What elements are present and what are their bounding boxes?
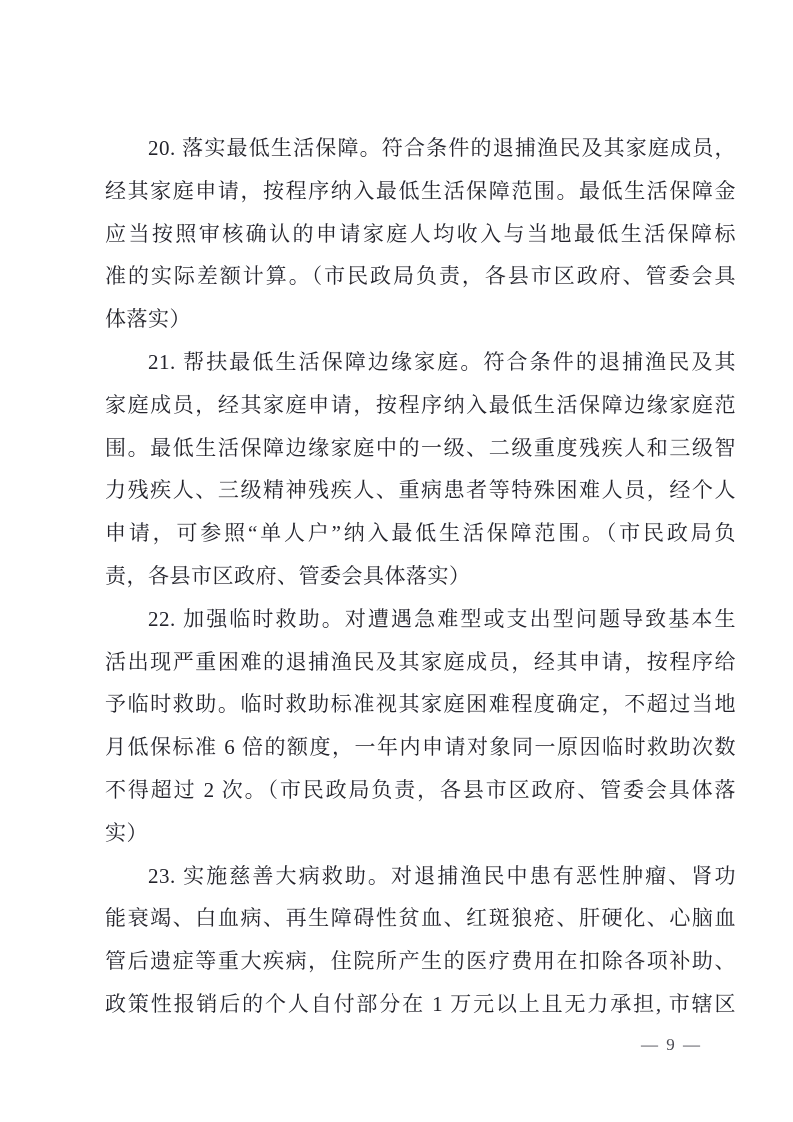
text-line: 体落实）: [105, 307, 191, 332]
text-line: 20. 落实最低生活保障。符合条件的退捕渔民及其家庭成员，: [148, 136, 736, 160]
text-line: 月低保标准 6 倍的额度，一年内申请对象同一原因临时救助次数: [105, 735, 736, 760]
document-body: [105, 127, 736, 1026]
text-line: 围。最低生活保障边缘家庭中的一级、二级重度残疾人和三级智: [105, 435, 736, 460]
policy-item-23: [105, 855, 736, 1026]
text-line: 家庭成员，经其家庭申请，按程序纳入最低生活保障边缘家庭范: [105, 392, 736, 417]
text-line: 实）: [105, 820, 148, 845]
text-line: 申请，可参照“单人户”纳入最低生活保障范围。（市民政局负: [105, 521, 736, 546]
page-number: — 9 —: [641, 1035, 702, 1054]
text-line: 活出现严重困难的退捕渔民及其家庭成员，经其申请，按程序给: [105, 649, 736, 674]
text-line: 力残疾人、三级精神残疾人、重病患者等特殊困难人员，经个人: [105, 478, 736, 503]
policy-item-22: [105, 598, 736, 855]
text-line: 予临时救助。临时救助标准视其家庭困难程度确定，不超过当地: [105, 692, 736, 717]
text-line: 应当按照审核确认的申请家庭人均收入与当地最低生活保障标: [105, 221, 736, 246]
text-line: 准的实际差额计算。（市民政局负责，各县市区政府、管委会具: [105, 264, 736, 289]
text-line: 不得超过 2 次。（市民政局负责，各县市区政府、管委会具体落: [105, 777, 736, 802]
text-line: 21. 帮扶最低生活保障边缘家庭。符合条件的退捕渔民及其: [148, 349, 736, 374]
text-line: 管后遗症等重大疾病，住院所产生的医疗费用在扣除各项补助、: [105, 949, 736, 974]
text-line: 政策性报销后的个人自付部分在 1 万元以上且无力承担, 市辖区: [105, 991, 736, 1016]
text-line: 能衰竭、白血病、再生障碍性贫血、红斑狼疮、肝硬化、心脑血: [105, 906, 736, 931]
policy-item-20: [105, 127, 736, 341]
policy-item-21: [105, 341, 736, 598]
text-line: 23. 实施慈善大病救助。对退捕渔民中患有恶性肿瘤、肾功: [148, 863, 736, 888]
text-line: 22. 加强临时救助。对遭遇急难型或支出型问题导致基本生: [148, 606, 736, 631]
text-line: 经其家庭申请，按程序纳入最低生活保障范围。最低生活保障金: [105, 178, 736, 203]
text-line: 责，各县市区政府、管委会具体落实）: [105, 563, 471, 588]
